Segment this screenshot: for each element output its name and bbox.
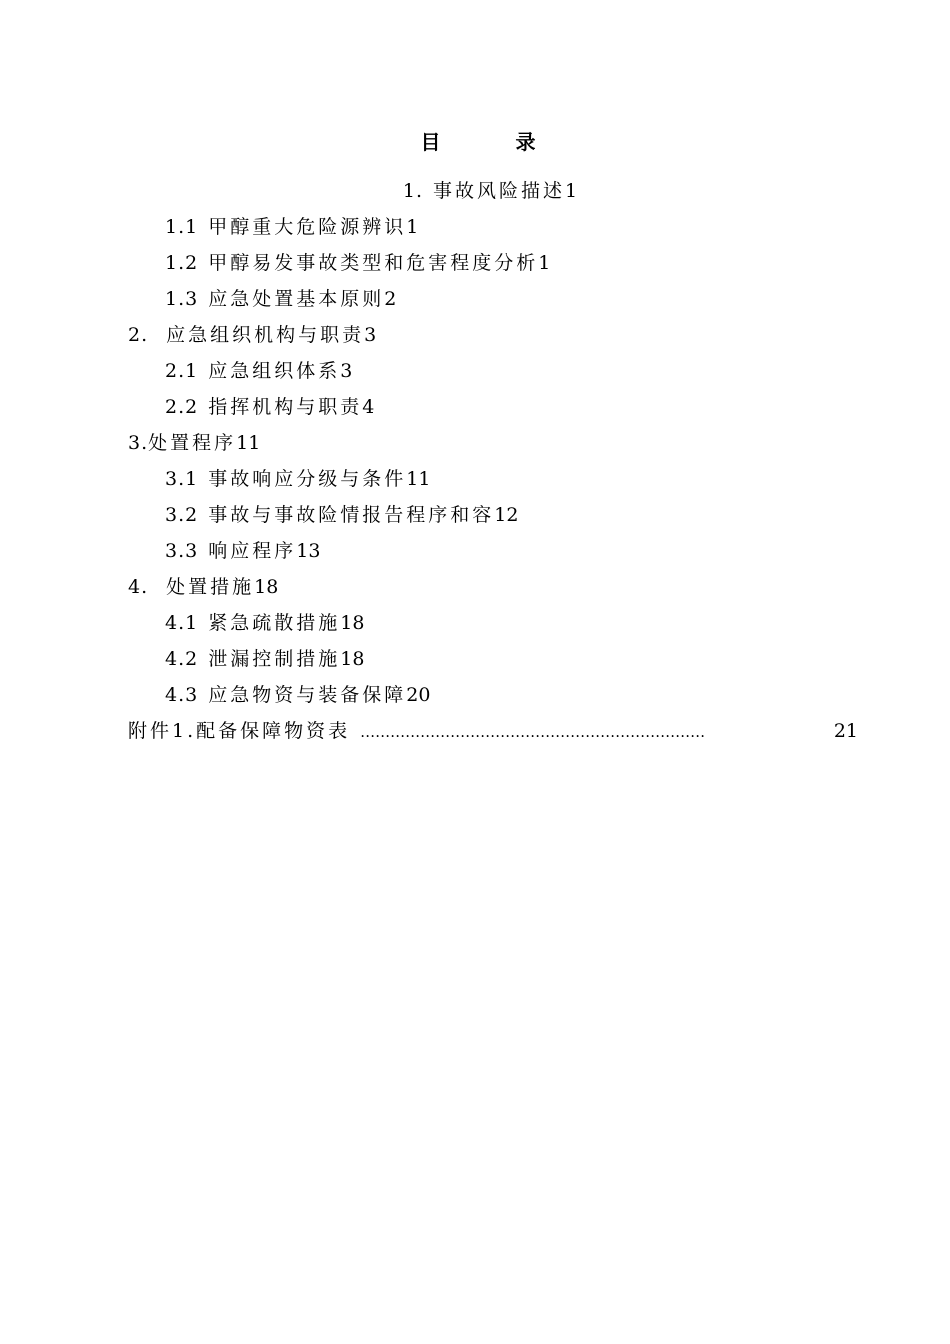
toc-entry-label: 甲醇重大危险源辨识 — [208, 216, 407, 238]
toc-entry-label: 应急处置基本原则 — [208, 288, 385, 310]
toc-entry-label: 事故响应分级与条件 — [208, 468, 407, 490]
toc-entry-page: 3 — [340, 360, 353, 382]
toc-entry-page: 1 — [538, 252, 551, 274]
toc-entry-page: 18 — [254, 576, 279, 598]
toc-entry-page: 11 — [236, 432, 261, 454]
toc-entry-number: 4.1 — [165, 612, 199, 634]
toc-entry-label: 处置措施 — [166, 576, 255, 598]
toc-entry-number: 1.1 — [165, 216, 199, 238]
toc-entry-page: 4 — [362, 396, 375, 418]
toc-entry-page: 18 — [340, 648, 365, 670]
toc-entry-number: 3.1 — [165, 468, 199, 490]
toc-entry-label: 应急组织体系 — [208, 360, 341, 382]
toc-entry-page: 2 — [384, 288, 397, 310]
toc-entry-label: 响应程序 — [208, 540, 297, 562]
toc-entry-number: 1.2 — [165, 252, 199, 274]
toc-title: 目 录 — [420, 130, 570, 154]
toc-leader-dots: …………………………………………………………… — [360, 723, 706, 741]
toc-entry-number: 4.2 — [165, 648, 199, 670]
toc-entry-number: 4. — [128, 576, 149, 598]
toc-appendix-entry[interactable] — [128, 717, 858, 746]
toc-entry[interactable] — [165, 357, 352, 385]
toc-entry-number: 2. — [128, 324, 149, 346]
toc-entry-page: 1 — [406, 216, 419, 238]
toc-appendix-label: 附件1.配备保障物资表 — [128, 720, 351, 742]
toc-entry-label: 应急物资与装备保障 — [208, 684, 407, 706]
toc-entry[interactable] — [165, 645, 364, 673]
toc-entry[interactable] — [0, 177, 950, 205]
toc-entry[interactable] — [165, 681, 430, 709]
toc-entry-label: 应急组织机构与职责 — [166, 324, 365, 346]
toc-entry-page: 13 — [296, 540, 321, 562]
toc-entry-label: 指挥机构与职责 — [208, 396, 363, 418]
toc-entry-page: 3 — [364, 324, 377, 346]
toc-entry-label: 事故与事故险情报告程序和容 — [208, 504, 495, 526]
toc-entry[interactable] — [165, 285, 396, 313]
toc-entry-page: 20 — [406, 684, 431, 706]
toc-entry-label: 处置程序 — [148, 432, 237, 454]
toc-entry-page: 18 — [340, 612, 365, 634]
toc-entry[interactable] — [165, 501, 518, 529]
toc-entry-label: 泄漏控制措施 — [208, 648, 341, 670]
toc-entry-number: 3. — [128, 432, 149, 454]
toc-entry-number: 1. — [402, 180, 424, 202]
toc-entry-label: 事故风险描述 — [433, 180, 566, 202]
toc-entry[interactable] — [165, 609, 364, 637]
toc-entry[interactable] — [165, 213, 418, 241]
toc-entry-number: 3.3 — [165, 540, 199, 562]
toc-entry[interactable] — [128, 573, 278, 601]
toc-entry[interactable] — [165, 465, 430, 493]
toc-entry-number: 4.3 — [165, 684, 199, 706]
toc-entry[interactable] — [165, 249, 550, 277]
toc-entry-page: 12 — [494, 504, 519, 526]
toc-entry-page: 1 — [565, 180, 578, 202]
toc-entry-number: 2.2 — [165, 396, 199, 418]
toc-entry[interactable] — [165, 393, 374, 421]
toc-entry[interactable] — [128, 321, 376, 349]
toc-entry[interactable] — [128, 429, 260, 457]
toc-entry-number: 1.3 — [165, 288, 199, 310]
toc-entry-number: 3.2 — [165, 504, 199, 526]
toc-entry-page: 11 — [406, 468, 431, 490]
toc-entry-number: 2.1 — [165, 360, 199, 382]
toc-entry-label: 紧急疏散措施 — [208, 612, 341, 634]
toc-appendix-page: 21 — [833, 720, 858, 742]
toc-entry-label: 甲醇易发事故类型和危害程度分析 — [208, 252, 539, 274]
toc-entry[interactable] — [165, 537, 320, 565]
